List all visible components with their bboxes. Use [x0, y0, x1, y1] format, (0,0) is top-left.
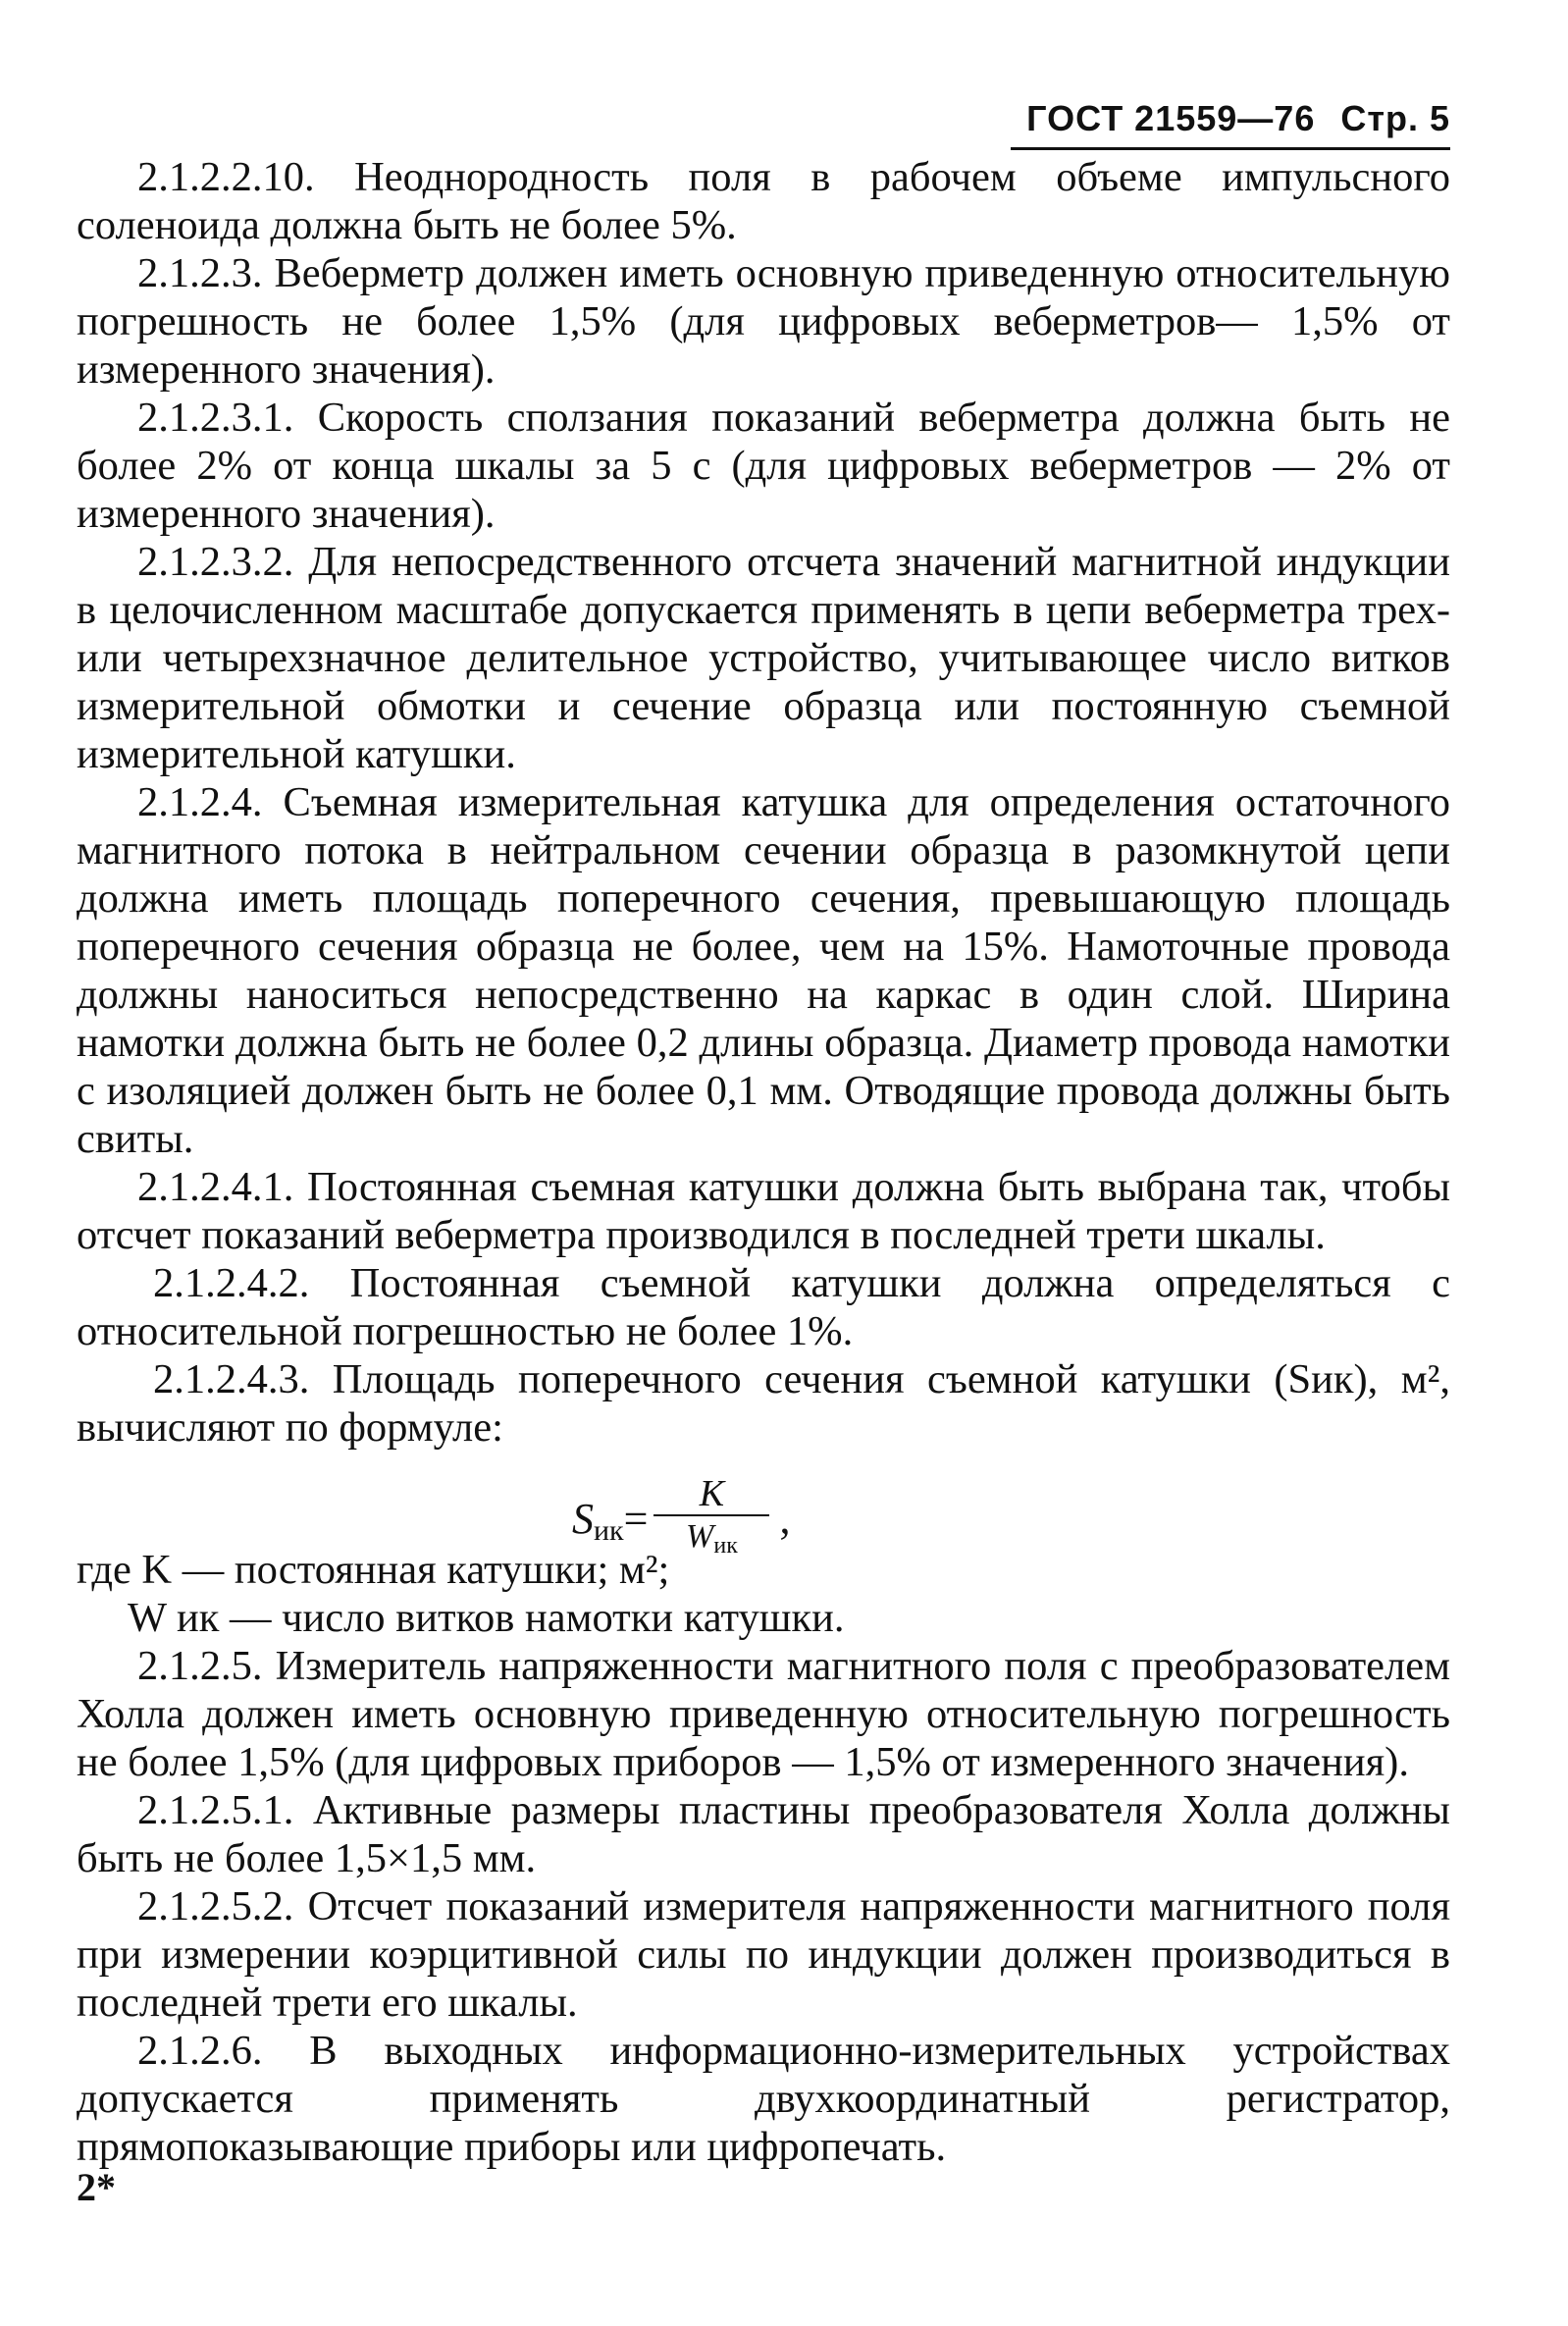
- formula-trailing-comma: ,: [779, 1495, 791, 1543]
- formula-block: [77, 1459, 1450, 1559]
- header-rule: [1011, 147, 1450, 150]
- document-body: [77, 153, 1450, 2171]
- clause-2-1-2-5: 2.1.2.5. Измеритель напряженности магнитного поля с преобразователем Холла должен иметь основную приведенную относительную погрешность не более 1,5% (для цифровых приборов — 1,5% от измеренного значения).: [77, 1643, 1450, 1785]
- formula-numerator: K: [699, 1473, 725, 1514]
- clause-2-1-2-2-10: 2.1.2.2.10. Неоднородность поля в рабочем объеме импульсного соленоида должна быть не более 5%.: [77, 154, 1450, 248]
- formula-denominator-symbol: W: [686, 1518, 714, 1555]
- clause-2-1-2-4-3: 2.1.2.4.3. Площадь поперечного сечения съемной катушки (Sик), м², вычисляют по формуле:: [77, 1356, 1450, 1451]
- formula-denominator: [686, 1518, 738, 1559]
- formula-equals: =: [623, 1495, 649, 1543]
- clause-2-1-2-5-2: 2.1.2.5.2. Отсчет показаний измерителя напряженности магнитного поля при измерении коэрцитивной силы по индукции должен производиться в последней трети его шкалы.: [77, 1883, 1450, 2026]
- formula-lhs-subscript: ик: [594, 1514, 624, 1547]
- formula-denominator-subscript: ик: [713, 1533, 738, 1559]
- clause-2-1-2-3-1: 2.1.2.3.1. Скорость сползания показаний веберметра должна быть не более 2% от конца шкалы за 5 с (для цифровых веберметров — 2% от измеренного значения).: [77, 395, 1450, 537]
- clause-2-1-2-5-1: 2.1.2.5.1. Активные размеры пластины преобразователя Холла должны быть не более 1,5×1,5 мм.: [77, 1787, 1450, 1881]
- legend-line-k: где K — постоянная катушки; м²;: [77, 1547, 670, 1593]
- running-header: [1011, 71, 1450, 139]
- page-number: Стр. 5: [1340, 98, 1450, 138]
- formula-equation: [572, 1473, 791, 1560]
- clause-2-1-2-4: 2.1.2.4. Съемная измерительная катушка для определения остаточного магнитного потока в нейтральном сечении образца в разомкнутой цепи должна иметь площадь поперечного сечения, превышающую площадь поперечного сечения образца не более, чем на 15%. Намоточные провода должны наноситься непосредственно на каркас в один слой. Ширина намотки должна быть не более 0,2 длины образца. Диаметр провода намотки с изоляцией должен быть не более 0,1 мм. Отводящие провода должны быть свиты.: [77, 779, 1450, 1162]
- clause-2-1-2-3: 2.1.2.3. Веберметр должен иметь основную приведенную относительную погрешность не более 1,5% (для цифровых веберметров— 1,5% от измеренного значения).: [77, 250, 1450, 393]
- clause-2-1-2-4-1: 2.1.2.4.1. Постоянная съемная катушки должна быть выбрана так, чтобы отсчет показаний веберметра производился в последней трети шкалы.: [77, 1164, 1450, 1258]
- formula-lhs-symbol: S: [572, 1495, 594, 1543]
- standard-number: ГОСТ 21559—76: [1026, 98, 1316, 138]
- signature-mark: 2*: [77, 2165, 116, 2209]
- clause-2-1-2-3-2: 2.1.2.3.2. Для непосредственного отсчета значений магнитной индукции в целочисленном масштабе допускается применять в цепи веберметра трех- или четырехзначное делительное устройство, учитывающее число витков измерительной обмотки и сечение образца или постоянную съемной измерительной катушки.: [77, 539, 1450, 777]
- fraction-bar: [653, 1514, 769, 1516]
- legend-line-w: W ик — число витков намотки катушки.: [128, 1595, 845, 1641]
- clause-2-1-2-4-2: 2.1.2.4.2. Постоянная съемной катушки должна определяться с относительной погрешностью не более 1%.: [77, 1260, 1450, 1354]
- formula-fraction: [653, 1475, 769, 1559]
- clause-2-1-2-6: 2.1.2.6. В выходных информационно-измерительных устройствах допускается применять двухкоординатный регистратор, прямопоказывающие приборы или цифропечать.: [77, 2028, 1450, 2170]
